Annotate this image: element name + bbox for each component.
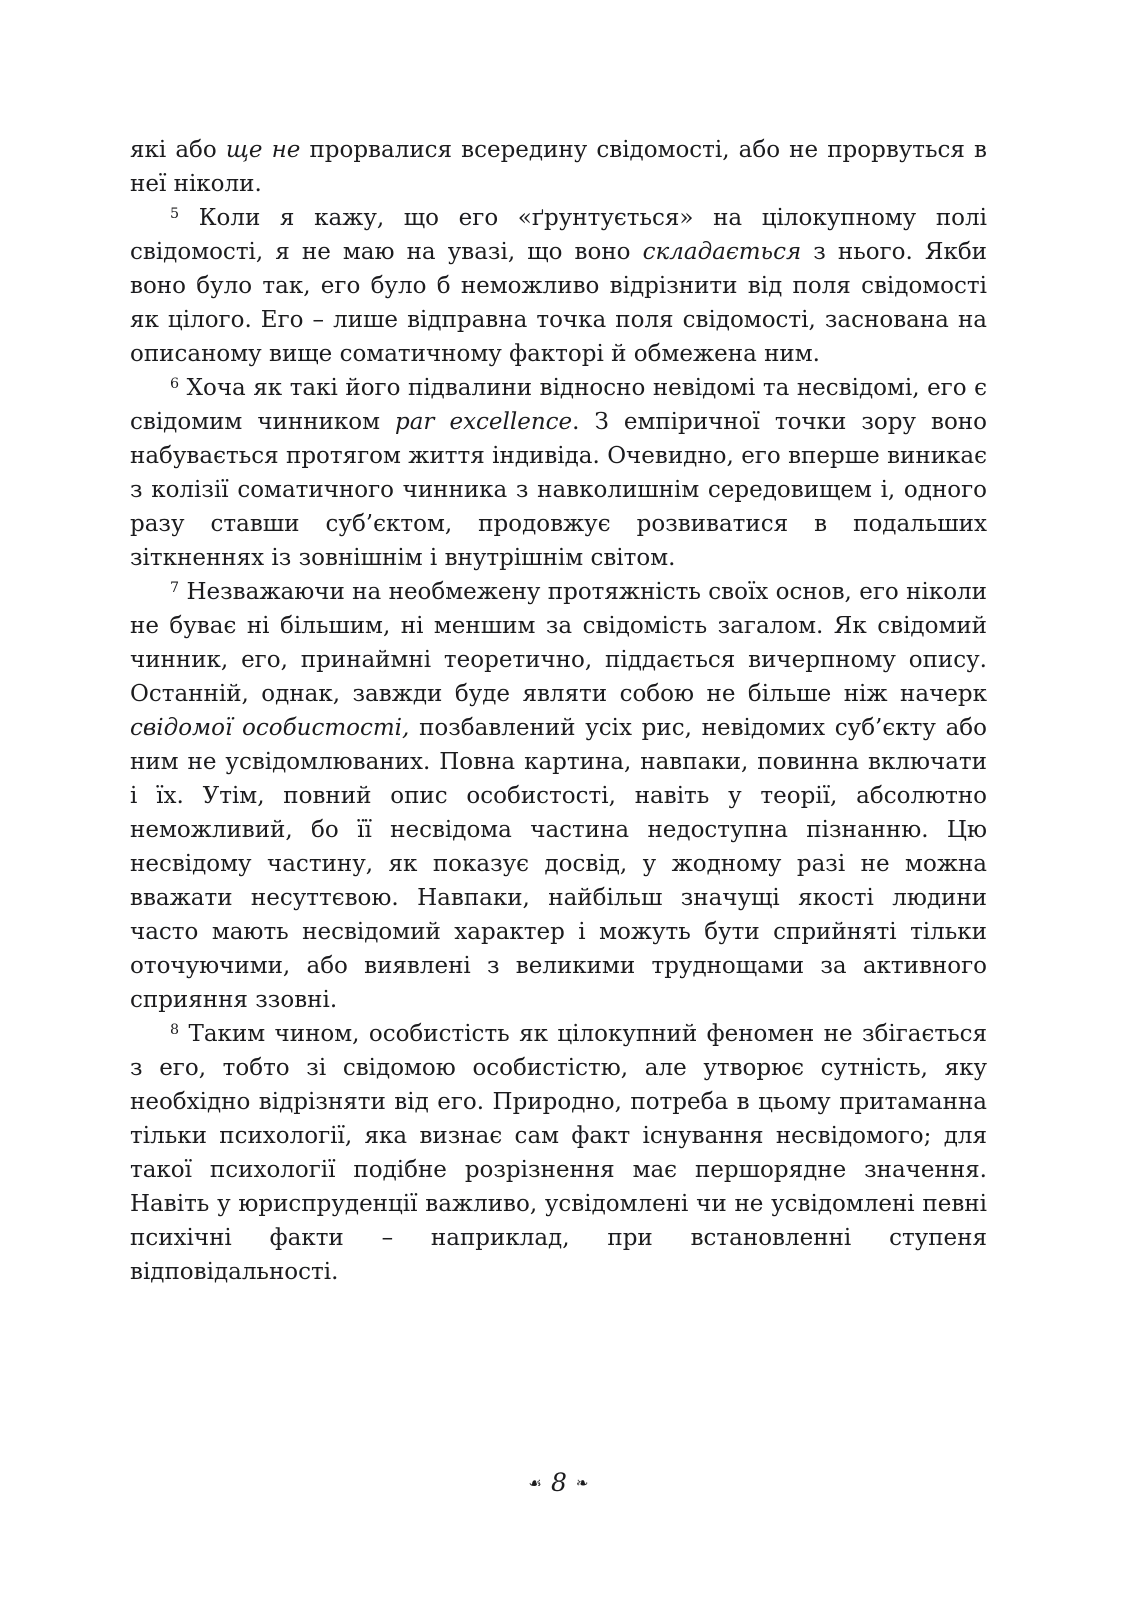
paragraph [130, 201, 987, 371]
page-footer [130, 1468, 987, 1497]
text-run: . З емпіричної точки зору воно набувається протягом життя індивіда. Очевидно, его вперше виникає з колізії соматичного чинника з навколишнім середовищем і, одного разу ставши суб’єктом, продовжує розвиватися в подальших зіткненнях із зовнішнім і внутрішнім світом. [130, 409, 987, 571]
italic-text-run: ще не [225, 137, 301, 163]
text-run: Таким чином, особистість як цілокупний феномен не збігається з его, тобто зі свідомою особистістю, але утворює сутність, яку необхідно відрізняти від его. Природно, потреба в цьому притаманна тільки психології, яка визнає сам факт існування несвідомого; для такої психології подібне розрізнення має першорядне значення. Навіть у юриспруденції важливо, усвідомлені чи не усвідомлені певні психічні факти – наприклад, при встановленні ступеня відповідальності. [130, 1021, 987, 1285]
paragraph [130, 133, 987, 201]
italic-text-run: par excellence [395, 409, 573, 435]
text-run: позбавлений усіх рис, невідомих суб’єкту або ним не усвідомлюваних. Повна картина, навпаки, повинна включати і їх. Утім, повний опис особистості, навіть у теорії, абсолютно неможливий, бо її несвідома частина недоступна пізнанню. Цю несвідому частину, як показує досвід, у жодному разі не можна вважати несуттєвою. Навпаки, найбільш значущі якості людини часто мають несвідомий характер і можуть бути сприйняті тільки оточуючими, або виявлені з великими труднощами за активного сприяння ззовні. [130, 715, 987, 1013]
footer-ornament-left-icon: ☙ [528, 1474, 542, 1492]
italic-text-run: свідомої особистості, [130, 715, 410, 741]
footnote-number: 5 [170, 205, 180, 222]
paragraph [130, 575, 987, 1017]
text-run: з нього. Якби воно було так, его було б неможливо відрізнити від поля свідомості як цілого. Его – лише відправна точка поля свідомості, заснована на описаному вище соматичному факторі й обмежена ним. [130, 239, 988, 367]
italic-text-run: складається [642, 239, 802, 265]
footnote-number: 8 [170, 1021, 180, 1038]
footnote-number: 7 [170, 579, 180, 596]
body-text [130, 133, 987, 1289]
paragraph [130, 1017, 987, 1289]
footer-ornament-right-icon: ❧ [575, 1474, 589, 1492]
paragraph [130, 371, 987, 575]
text-run: прорвалися всередину свідомості, або не прорвуться в неї ніколи. [130, 137, 987, 197]
text-run: Незважаючи на необмежену протяжність своїх основ, его ніколи не буває ні більшим, ні меншим за свідомість загалом. Як свідомий чинник, его, принаймні теоретично, піддається вичерпному опису. Останній, однак, завжди буде являти собою не більше ніж начерк [130, 579, 987, 707]
page-number: 8 [550, 1468, 567, 1497]
text-run: Хоча як такі його підвалини відносно невідомі та несвідомі, его є свідомим чинником [130, 375, 987, 435]
text-run: Коли я кажу, що его «ґрунтується» на цілокупному полі свідомості, я не маю на увазі, що воно [130, 205, 987, 265]
footnote-number: 6 [170, 375, 180, 392]
text-run: які або [130, 137, 226, 163]
